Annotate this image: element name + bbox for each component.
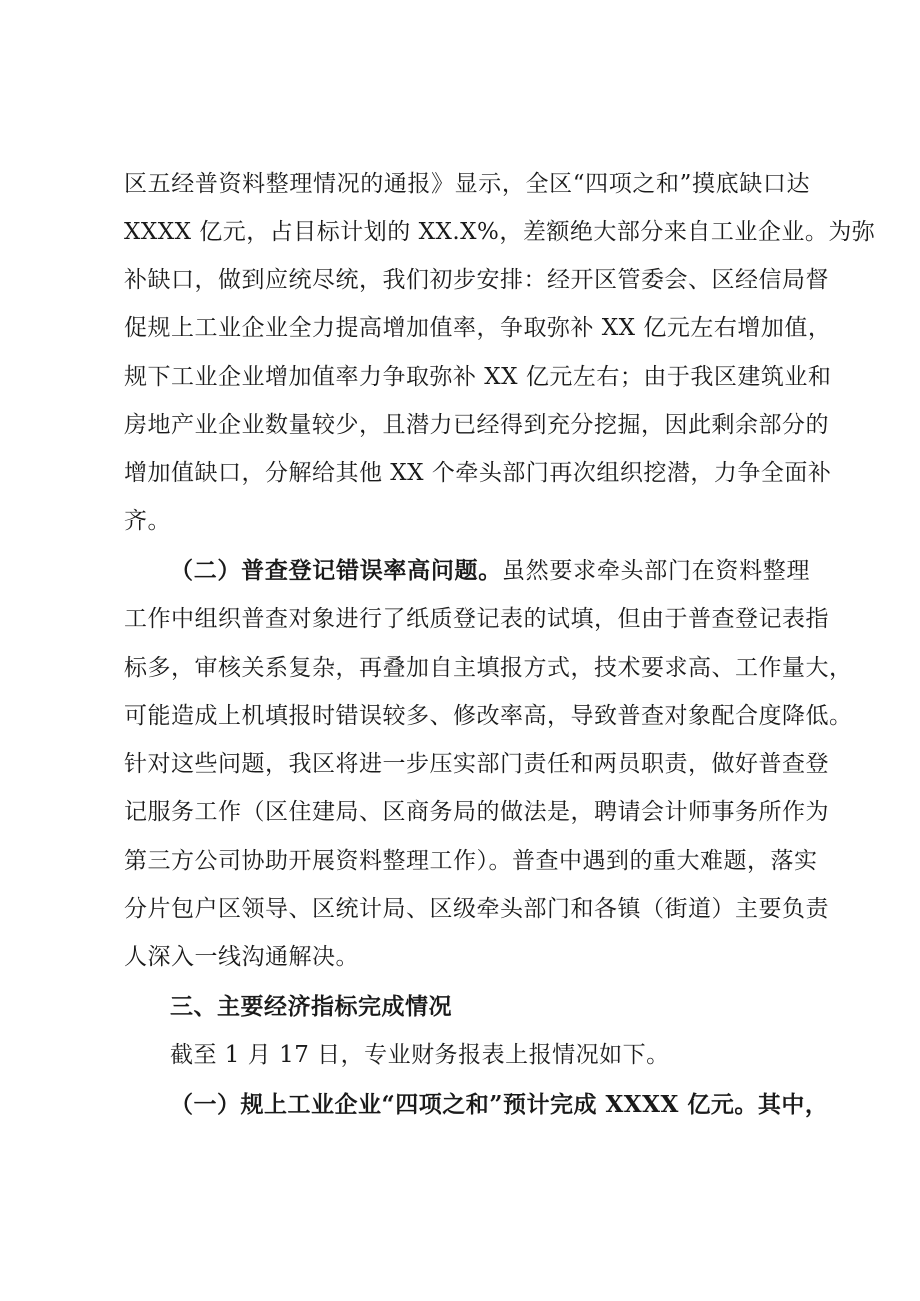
para1-line-7: 增加值缺口，分解给其他 XX 个牵头部门再次组织挖潜，力争全面补 xyxy=(124,460,832,486)
para2-line-8: 分片包户区领导、区统计局、区级牵头部门和各镇（街道）主要负责 xyxy=(124,896,829,922)
para2-line-5: 针对这些问题，我区将进一步压实部门责任和两员职责，做好普查登 xyxy=(124,751,829,777)
para2-first-line xyxy=(170,555,810,587)
para1-line-8: 齐。 xyxy=(124,508,171,534)
para1-line-4: 促规上工业企业全力提高增加值率，争取弥补 XX 亿元左右增加值， xyxy=(124,315,832,341)
para2-line-2: 工作中组织普查对象进行了纸质登记表的试填，但由于普查登记表指 xyxy=(124,606,829,632)
para2-line-3: 标多，审核关系复杂，再叠加自主填报方式，技术要求高、工作量大， xyxy=(124,655,853,681)
para2-line-6: 记服务工作（区住建局、区商务局的做法是，聘请会计师事务所作为 xyxy=(124,799,829,825)
para2-lead-bold: （二）普查登记错误率高问题。 xyxy=(170,557,502,584)
para1-line-2: XXXX 亿元，占目标计划的 XX.X%，差额绝大部分来自工业企业。为弥 xyxy=(124,219,876,245)
para1-line-1: 区五经普资料整理情况的通报》显示，全区“四项之和”摸底缺口达 xyxy=(124,171,810,197)
para1-line-6: 房地产业企业数量较少，且潜力已经得到充分挖掘，因此剩余部分的 xyxy=(124,412,829,438)
para2-line-9: 人深入一线沟通解决。 xyxy=(124,944,359,970)
para2-line-7: 第三方公司协助开展资料整理工作）。普查中遇到的重大难题，落实 xyxy=(124,848,818,874)
para2-lead-rest: 虽然要求牵头部门在资料整理 xyxy=(501,558,811,584)
para1-line-3: 补缺口，做到应统尽统，我们初步安排：经开区管委会、区经信局督 xyxy=(124,267,829,293)
para1-line-5: 规下工业企业增加值率力争取弥补 XX 亿元左右；由于我区建筑业和 xyxy=(124,364,832,390)
section3-heading: 三、主要经济指标完成情况 xyxy=(170,994,452,1020)
section3-intro: 截至 1 月 17 日，专业财务报表上报情况如下。 xyxy=(170,1042,670,1068)
para3-line-1: （一）规上工业企业“四项之和”预计完成 XXXX 亿元。其中， xyxy=(170,1091,829,1118)
para2-line-4: 可能造成上机填报时错误较多、修改率高，导致普查对象配合度降低。 xyxy=(124,703,853,729)
